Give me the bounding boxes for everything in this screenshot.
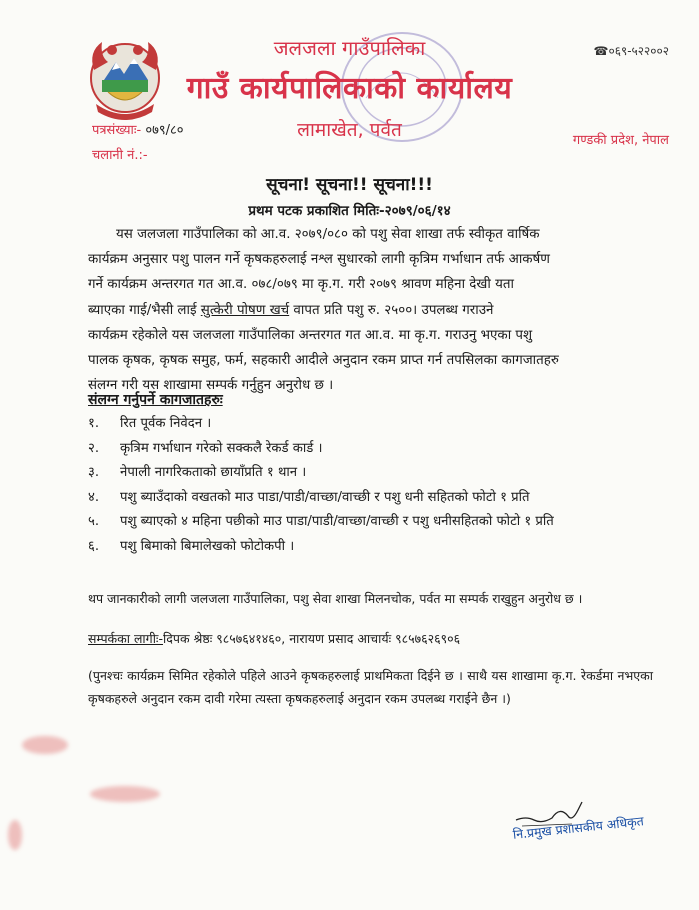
contact-persons-text: दिपक श्रेष्ठः ९८५७६४१४६०, नारायण प्रसाद आचार्यः ९८५७६२६९०६ [162,631,461,646]
highlighted-phrase: सुत्केरी पोषण खर्च [200,302,290,318]
ink-smudge [8,820,22,850]
notice-body [88,222,648,398]
signatory-title: नि.प्रमुख प्रशासकीय अधिकृत [512,813,645,842]
contact-label: सम्पर्कका लागीः- [88,631,163,646]
list-item-number: ५. [88,514,100,529]
list-item [88,486,663,511]
reference-value: ०७९/८० [145,123,184,138]
ink-smudge [22,736,68,754]
reference-label: पत्रसंख्याः- [92,123,142,138]
body-line: संलग्न गरी यस शाखामा सम्पर्क गर्नुहुन अनुरोध छ । [88,378,334,394]
postscript-remark: (पुनश्चः कार्यक्रम सिमित रहेकोले पहिले आउने कृषकहरुलाई प्राथमिकता दिईने छ । साथै यस शाखामा कृ.ग. रेकर्डमा नभएका कृषकहरुले अनुदान रकम दावी गरेमा त्यस्ता कृषकहरुलाई अनुदान रकम उपलब्ध गराईने छैन ।) [88,668,653,706]
province-label: गण्डकी प्रदेश, नेपाल [572,133,669,148]
body-line-highlighted: ब्याएका गाई/भैसी लाई सुत्केरी पोषण खर्च वापत प्रति पशु रु. २५००। उपलब्ध गराउने [88,302,494,318]
list-item-text: रित पूर्वक निवेदन । [120,416,212,431]
list-item-text: पशु बिमाको बिमालेखको फोटोकपी । [120,538,295,554]
municipality-name: जलजला गाउँपालिका [273,36,426,60]
published-date: प्रथम पटक प्रकाशित मितिः-२०७९/०६/१४ [248,203,451,219]
list-item [88,412,663,437]
body-line: यस जलजला गाउँपालिका को आ.व. २०७९/०८० को पशु सेवा शाखा तर्फ स्वीकृत वार्षिक [116,227,540,242]
reference-number [92,120,184,138]
office-title: गाउँ कार्यपालिकाको कार्यालय [186,71,513,106]
ink-smudge [90,786,160,802]
list-item [88,461,663,486]
list-item-text: नेपाली नागरिकताको छायाँप्रति १ थान । [120,465,307,480]
list-item-number: ४. [88,489,100,505]
notice-title: सूचना! सूचना!! सूचना!!! [266,175,433,195]
contact-persons [88,630,460,647]
list-item-number: ३. [88,465,100,480]
list-item-text: पशु ब्याएको ४ महिना पछीको माउ पाडा/पाडी/वाच्छा/वाच्छी र पशु धनीसहितको फोटो १ प्रति [120,514,554,529]
body-line: गर्ने कार्यक्रम अन्तरगत गत आ.व. ०७८/०७९ मा कृ.ग. गरी २०७९ श्रावण महिना देखी यता [88,277,514,293]
office-location: लामाखेत, पर्वत [297,119,402,141]
contact-note: थप जानकारीको लागी जलजला गाउँपालिका, पशु सेवा शाखा मिलनचोक, पर्वत मा सम्पर्क राखुहुन अनुरोध छ । [88,591,583,606]
list-item [88,535,663,560]
phone-number: ☎०६९-५२२००२ [593,44,669,58]
list-item-number: १. [88,416,100,431]
body-line: कार्यक्रम अनुसार पशु पालन गर्ने कृषकहरुलाई नश्ल सुधारको लागी कृत्रिम गर्भाधान तर्फ आकर्षण [88,252,550,268]
list-item [88,510,663,535]
list-item-text: कृत्रिम गर्भाधान गरेको सक्कलै रेकर्ड कार्ड । [120,440,323,456]
list-item-number: २. [88,440,100,456]
documents-list [88,412,663,559]
body-line: पालक कृषक, कृषक समुह, फर्म, सहकारी आदीले अनुदान रकम प्राप्त गर्न तपसिलका कागजातहरु [88,353,559,369]
dispatch-number-label: चलानी नं.:- [92,148,148,163]
list-item [88,437,663,462]
documents-heading: संलग्न गर्नुपर्ने कागजातहरुः [88,392,223,408]
list-item-text: पशु ब्याउँदाको वखतको माउ पाडा/पाडी/वाच्छा/वाच्छी र पशु धनी सहितको फोटो १ प्रति [120,489,530,505]
list-item-number: ६. [88,538,100,554]
body-line: कार्यक्रम रहेकोले यस जलजला गाउँपालिका अन्तरगत गत आ.व. मा कृ.ग. गराउनु भएका पशु [88,327,533,343]
